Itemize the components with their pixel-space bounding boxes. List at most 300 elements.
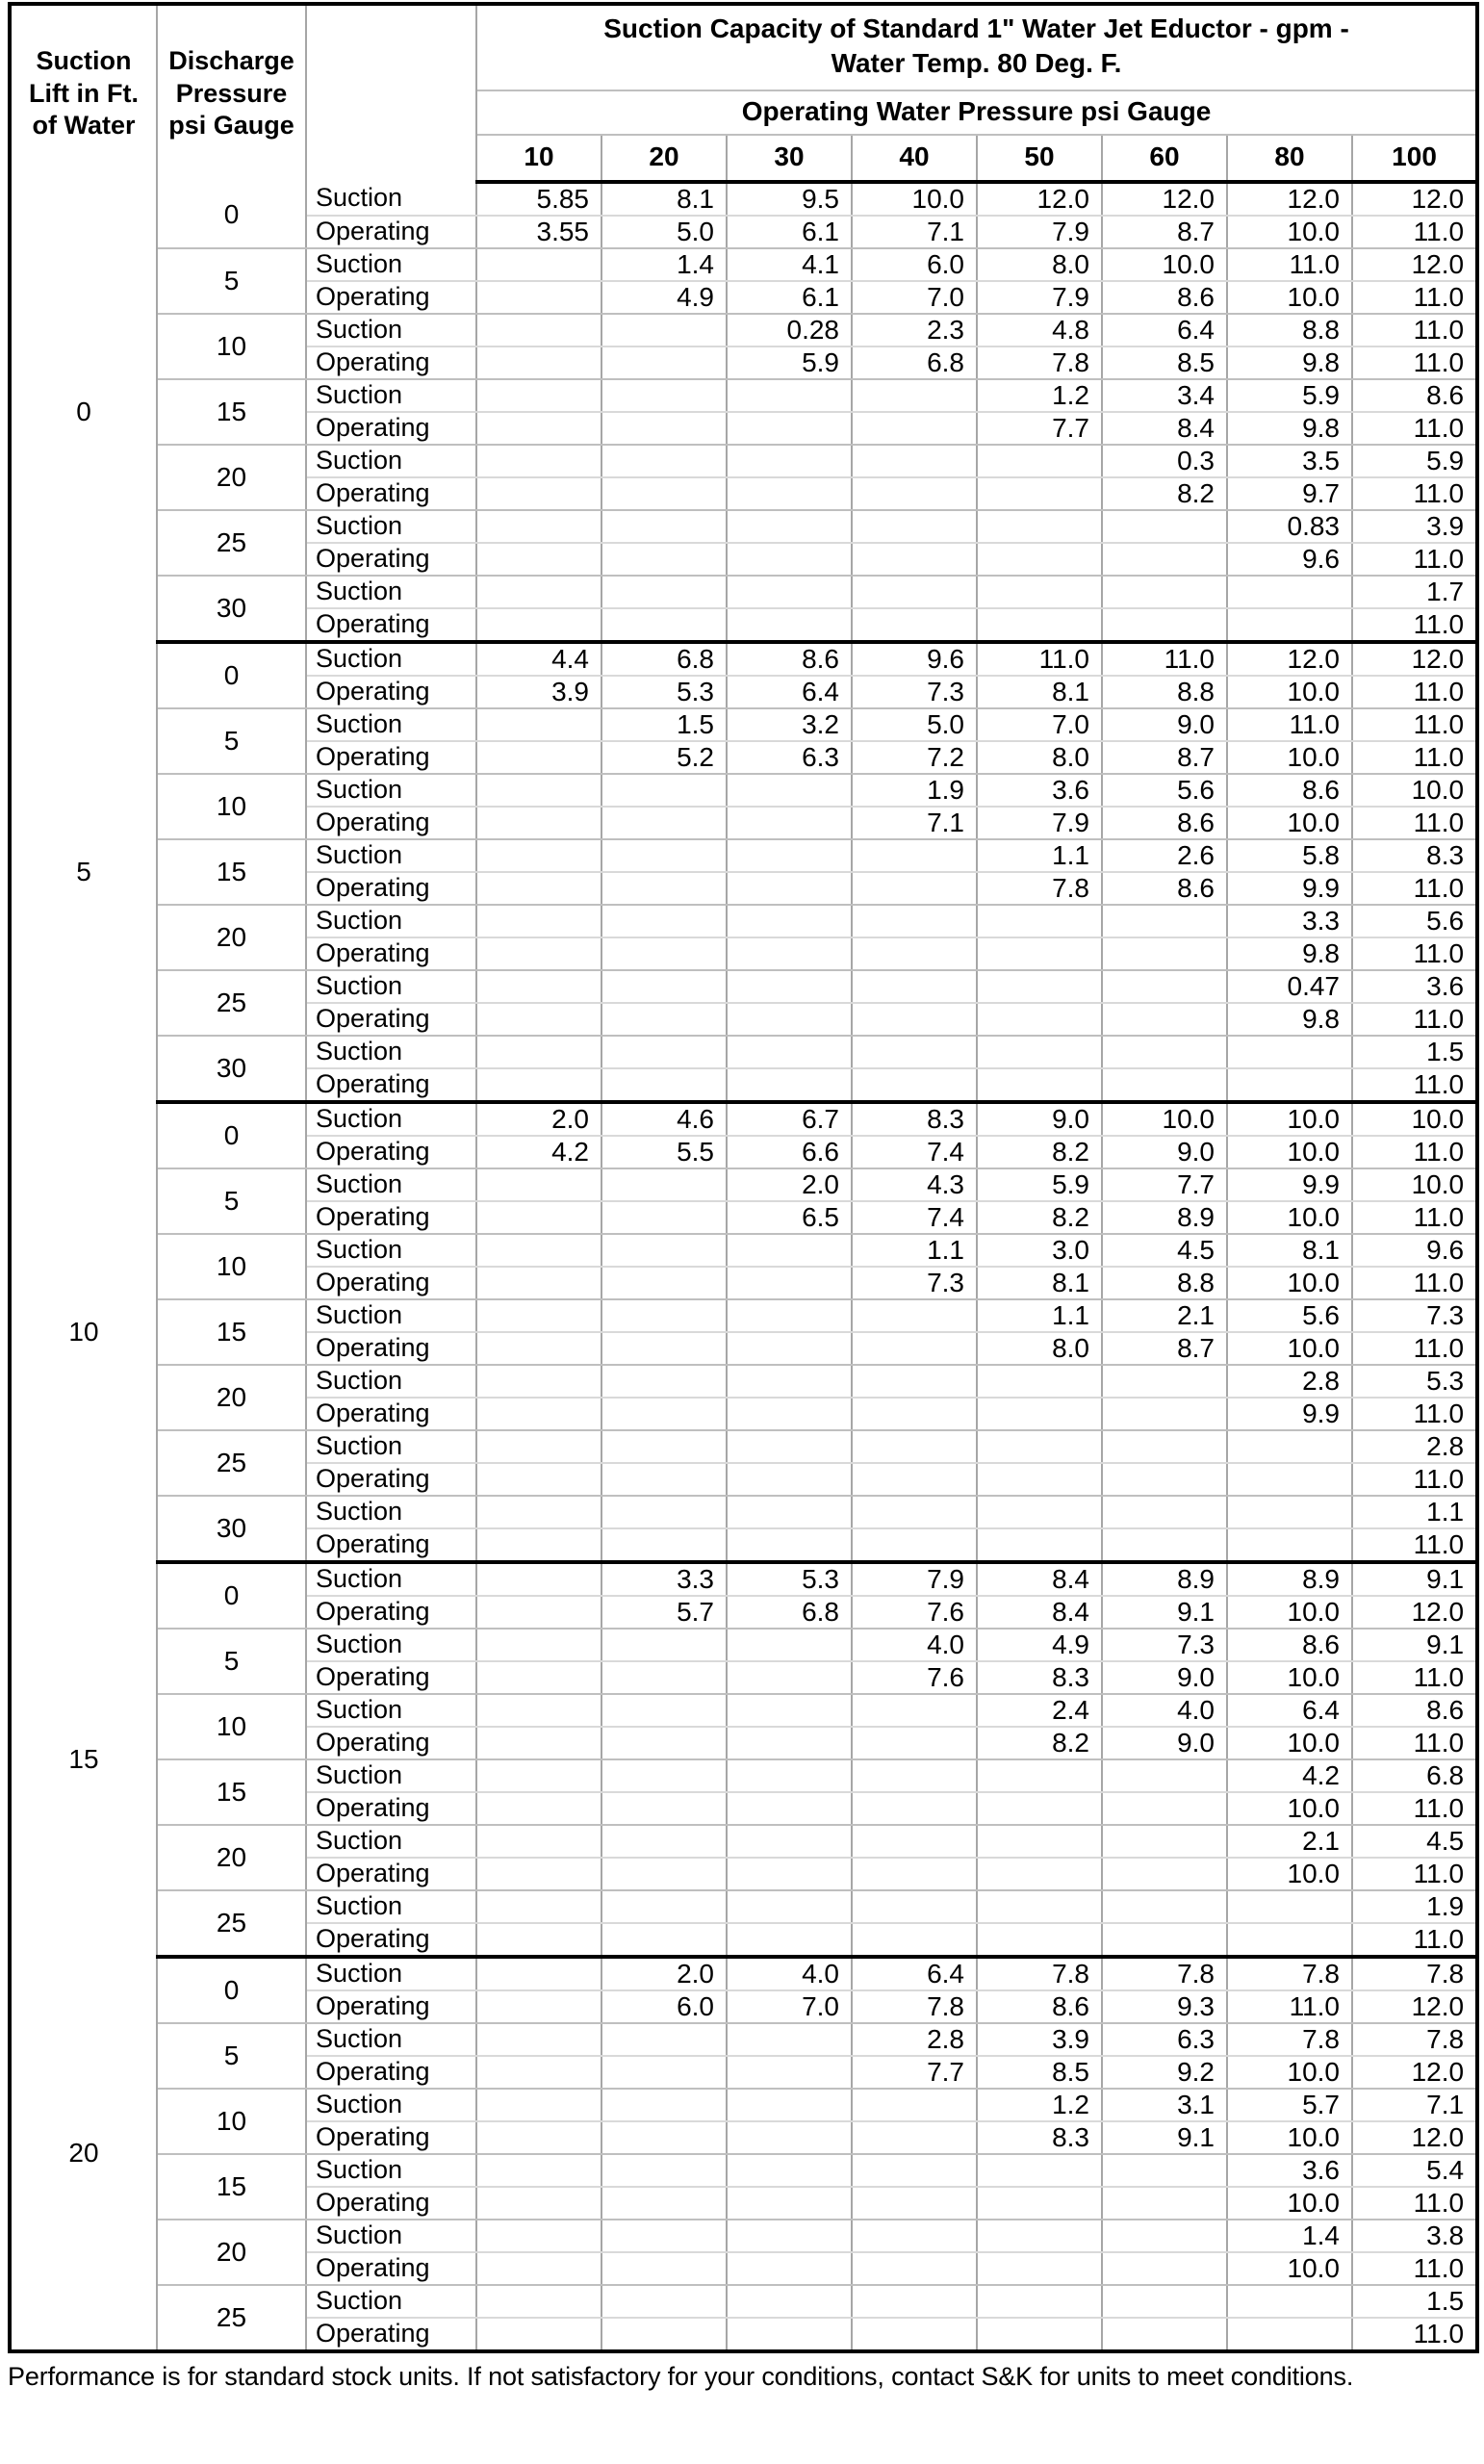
header-discharge-line-2: Pressure [175,78,288,108]
capacity-cell [977,937,1102,970]
capacity-cell: 11.0 [1352,216,1477,248]
capacity-cell: 7.8 [1352,1957,1477,1990]
capacity-cell [977,1036,1102,1068]
row-type-label: Suction [306,510,476,543]
capacity-cell [601,1890,727,1923]
capacity-cell [601,1825,727,1858]
capacity-cell [601,2121,727,2154]
capacity-cell: 8.6 [977,1990,1102,2023]
capacity-cell [601,807,727,839]
capacity-cell: 11.0 [1352,1858,1477,1890]
table-title-line-2: Water Temp. 80 Deg. F. [831,48,1122,79]
capacity-cell: 8.8 [1227,314,1352,346]
capacity-cell: 8.1 [977,676,1102,708]
capacity-cell [601,2023,727,2056]
capacity-cell [601,2089,727,2121]
capacity-cell [1102,1825,1227,1858]
capacity-cell [601,1694,727,1727]
capacity-cell [476,1923,601,1957]
capacity-cell [1102,543,1227,576]
table-row [10,445,1477,477]
capacity-cell [1102,576,1227,608]
capacity-cell [1102,2187,1227,2220]
capacity-cell [1102,1923,1227,1957]
capacity-cell [476,708,601,741]
capacity-cell [727,1365,852,1398]
capacity-cell [601,2285,727,2318]
capacity-cell: 8.9 [1102,1201,1227,1234]
capacity-cell: 3.3 [1227,905,1352,937]
capacity-cell [1102,1528,1227,1562]
capacity-cell: 7.4 [852,1136,977,1168]
capacity-cell: 3.5 [1227,445,1352,477]
discharge-pressure-value: 0 [157,182,306,248]
discharge-pressure-value: 15 [157,839,306,905]
table-row [10,2089,1477,2121]
capacity-cell: 0.28 [727,314,852,346]
capacity-cell: 2.8 [852,2023,977,2056]
row-type-label: Operating [306,1858,476,1890]
capacity-cell: 3.1 [1102,2089,1227,2121]
capacity-cell: 9.0 [1102,1661,1227,1694]
table-row [10,2285,1477,2318]
capacity-cell [601,1496,727,1528]
capacity-cell [476,1825,601,1858]
capacity-cell: 9.6 [852,642,977,676]
capacity-cell [1102,937,1227,970]
capacity-cell: 7.4 [852,1201,977,1234]
capacity-cell: 1.5 [601,708,727,741]
table-row [10,839,1477,872]
capacity-cell: 6.1 [727,281,852,314]
capacity-cell: 7.9 [977,807,1102,839]
capacity-cell [727,1923,852,1957]
discharge-pressure-value: 0 [157,1562,306,1629]
capacity-cell [1102,2318,1227,2351]
capacity-cell [977,477,1102,510]
capacity-cell: 3.0 [977,1234,1102,1267]
discharge-pressure-value: 20 [157,445,306,510]
capacity-cell: 9.2 [1102,2056,1227,2089]
capacity-cell [852,1332,977,1365]
discharge-pressure-value: 25 [157,970,306,1036]
capacity-cell [852,1890,977,1923]
capacity-cell [977,1496,1102,1528]
capacity-cell [1227,1890,1352,1923]
row-type-label: Operating [306,543,476,576]
discharge-pressure-value: 30 [157,576,306,642]
capacity-cell: 8.2 [977,1201,1102,1234]
capacity-cell: 5.0 [601,216,727,248]
capacity-cell [852,1759,977,1792]
capacity-cell [727,2220,852,2252]
capacity-cell [852,445,977,477]
capacity-cell: 11.0 [1352,1332,1477,1365]
capacity-cell: 5.6 [1102,774,1227,807]
table-row [10,1430,1477,1463]
capacity-cell [727,807,852,839]
capacity-cell [476,2220,601,2252]
capacity-cell: 8.8 [1102,676,1227,708]
row-type-label: Suction [306,1890,476,1923]
row-type-label: Suction [306,905,476,937]
capacity-cell [601,1661,727,1694]
capacity-cell: 3.55 [476,216,601,248]
capacity-cell [727,1068,852,1102]
capacity-cell [852,1825,977,1858]
table-header [10,4,1477,182]
capacity-cell: 9.0 [977,1102,1102,1136]
header-suction-lift [10,4,157,182]
capacity-cell [1102,1792,1227,1825]
capacity-cell [601,1759,727,1792]
capacity-cell: 7.3 [852,676,977,708]
capacity-cell [1102,1890,1227,1923]
capacity-cell [727,970,852,1003]
capacity-cell [852,2220,977,2252]
capacity-cell: 7.6 [852,1596,977,1629]
capacity-cell: 11.0 [1352,314,1477,346]
capacity-cell: 7.8 [1352,2023,1477,2056]
capacity-cell: 3.4 [1102,379,1227,412]
table-row [10,774,1477,807]
capacity-cell [601,1168,727,1201]
capacity-cell [476,872,601,905]
capacity-cell [852,1528,977,1562]
capacity-cell: 8.6 [1227,1629,1352,1661]
capacity-cell: 1.1 [852,1234,977,1267]
capacity-cell: 8.0 [977,248,1102,281]
capacity-cell [1227,1923,1352,1957]
pressure-col-20: 20 [601,135,727,182]
row-type-label: Suction [306,576,476,608]
capacity-cell [476,1562,601,1596]
capacity-cell: 3.6 [1352,970,1477,1003]
capacity-cell [601,543,727,576]
capacity-cell: 1.2 [977,2089,1102,2121]
discharge-pressure-value: 20 [157,2220,306,2285]
capacity-cell [852,412,977,445]
capacity-cell [852,1858,977,1890]
capacity-cell [476,1201,601,1234]
capacity-cell: 11.0 [1227,1990,1352,2023]
capacity-cell [476,1398,601,1430]
capacity-cell: 5.3 [727,1562,852,1596]
row-type-label: Operating [306,1068,476,1102]
capacity-cell [601,1398,727,1430]
capacity-cell [476,510,601,543]
capacity-cell [601,1528,727,1562]
capacity-cell [977,2285,1102,2318]
capacity-cell [476,839,601,872]
row-type-label: Suction [306,2089,476,2121]
capacity-cell: 7.3 [1102,1629,1227,1661]
row-type-label: Operating [306,608,476,642]
table-row [10,1168,1477,1201]
capacity-cell [852,970,977,1003]
table-body [10,182,1477,2351]
capacity-cell: 11.0 [1352,543,1477,576]
capacity-cell [601,970,727,1003]
capacity-cell [476,2187,601,2220]
capacity-cell: 11.0 [1352,1267,1477,1299]
capacity-cell: 1.9 [1352,1890,1477,1923]
capacity-cell: 11.0 [1352,608,1477,642]
capacity-cell: 10.0 [1352,1168,1477,1201]
pressure-col-40: 40 [852,135,977,182]
capacity-cell: 6.4 [1227,1694,1352,1727]
suction-lift-value: 5 [10,642,157,1102]
capacity-cell: 10.0 [1227,1792,1352,1825]
discharge-pressure-value: 0 [157,1957,306,2023]
row-type-label: Suction [306,1299,476,1332]
capacity-cell: 11.0 [1352,2252,1477,2285]
capacity-cell [977,608,1102,642]
capacity-cell [727,872,852,905]
capacity-cell: 12.0 [1352,2056,1477,2089]
capacity-cell: 5.9 [1227,379,1352,412]
capacity-cell: 7.7 [852,2056,977,2089]
row-type-label: Suction [306,708,476,741]
capacity-cell [852,1727,977,1759]
capacity-cell [601,872,727,905]
capacity-cell [1102,970,1227,1003]
discharge-pressure-value: 25 [157,2285,306,2351]
row-type-label: Operating [306,1267,476,1299]
table-subtitle: Operating Water Pressure psi Gauge [476,90,1477,135]
capacity-cell: 5.2 [601,741,727,774]
row-type-label: Suction [306,379,476,412]
capacity-cell [601,2154,727,2187]
capacity-cell: 9.0 [1102,1727,1227,1759]
row-type-label: Suction [306,182,476,216]
capacity-cell [601,1430,727,1463]
capacity-cell: 8.6 [1352,379,1477,412]
capacity-cell: 8.1 [977,1267,1102,1299]
pressure-col-80: 80 [1227,135,1352,182]
capacity-cell [476,1661,601,1694]
capacity-cell: 11.0 [1352,1792,1477,1825]
capacity-cell [727,1629,852,1661]
capacity-cell: 6.4 [852,1957,977,1990]
table-row [10,905,1477,937]
row-type-label: Operating [306,2056,476,2089]
capacity-cell: 2.1 [1227,1825,1352,1858]
capacity-cell [727,2154,852,2187]
row-type-label: Suction [306,839,476,872]
row-type-label: Suction [306,774,476,807]
capacity-cell [601,1629,727,1661]
capacity-cell: 8.1 [1227,1234,1352,1267]
row-type-label: Operating [306,1463,476,1496]
capacity-cell: 9.9 [1227,1168,1352,1201]
row-type-label: Operating [306,2252,476,2285]
capacity-cell [977,1365,1102,1398]
capacity-cell [601,1068,727,1102]
capacity-cell: 11.0 [1352,1727,1477,1759]
capacity-cell [727,2187,852,2220]
capacity-cell [601,1858,727,1890]
capacity-cell: 10.0 [1227,1267,1352,1299]
table-row [10,1629,1477,1661]
capacity-cell [601,1201,727,1234]
capacity-cell [1102,1068,1227,1102]
capacity-cell [476,1727,601,1759]
capacity-cell [601,1036,727,1068]
row-type-label: Operating [306,281,476,314]
capacity-cell: 5.7 [1227,2089,1352,2121]
capacity-cell [852,543,977,576]
capacity-cell [1102,608,1227,642]
capacity-cell: 9.1 [1352,1562,1477,1596]
capacity-cell [601,2318,727,2351]
capacity-cell: 10.0 [1227,1201,1352,1234]
capacity-cell: 2.6 [1102,839,1227,872]
capacity-cell [1227,1430,1352,1463]
table-row [10,182,1477,216]
capacity-cell: 10.0 [1227,2121,1352,2154]
capacity-cell [1102,2154,1227,2187]
capacity-cell [977,576,1102,608]
discharge-pressure-value: 20 [157,1365,306,1430]
capacity-cell: 6.0 [852,248,977,281]
capacity-cell [476,1068,601,1102]
capacity-cell: 2.4 [977,1694,1102,1727]
table-row [10,510,1477,543]
capacity-cell [476,741,601,774]
capacity-cell [852,937,977,970]
capacity-cell [727,1332,852,1365]
capacity-cell [601,2187,727,2220]
capacity-cell: 11.0 [1352,477,1477,510]
capacity-cell [852,2187,977,2220]
capacity-cell: 9.1 [1102,2121,1227,2154]
capacity-cell: 1.1 [1352,1496,1477,1528]
capacity-cell [977,1759,1102,1792]
capacity-cell: 11.0 [1352,676,1477,708]
capacity-cell: 11.0 [1352,1003,1477,1036]
capacity-cell: 1.5 [1352,1036,1477,1068]
capacity-cell: 12.0 [1352,2121,1477,2154]
capacity-cell [727,445,852,477]
capacity-cell [601,839,727,872]
discharge-pressure-value: 5 [157,2023,306,2089]
discharge-pressure-value: 10 [157,774,306,839]
capacity-cell [476,905,601,937]
capacity-cell [601,937,727,970]
capacity-cell [727,1463,852,1496]
capacity-cell [476,1957,601,1990]
header-suction-lift-line-1: Suction [36,46,132,76]
capacity-cell: 8.8 [1102,1267,1227,1299]
capacity-cell [476,281,601,314]
capacity-cell: 3.9 [476,676,601,708]
capacity-cell: 1.7 [1352,576,1477,608]
capacity-cell [852,1036,977,1068]
capacity-cell [977,2252,1102,2285]
table-row [10,970,1477,1003]
capacity-cell: 7.8 [1102,1957,1227,1990]
capacity-cell [1227,2318,1352,2351]
table-row [10,1102,1477,1136]
pressure-col-60: 60 [1102,135,1227,182]
capacity-cell [852,1068,977,1102]
header-discharge-line-1: Discharge [168,46,294,76]
capacity-cell [476,608,601,642]
row-type-label: Suction [306,1694,476,1727]
capacity-cell: 0.83 [1227,510,1352,543]
table-row [10,642,1477,676]
capacity-cell [727,1694,852,1727]
capacity-cell [476,807,601,839]
table-row [10,1036,1477,1068]
capacity-cell [476,1332,601,1365]
capacity-cell [476,1463,601,1496]
table-row [10,708,1477,741]
capacity-cell: 3.6 [1227,2154,1352,2187]
capacity-cell [601,1365,727,1398]
row-type-label: Suction [306,970,476,1003]
capacity-cell: 7.1 [852,807,977,839]
capacity-cell [852,1299,977,1332]
capacity-cell [727,1234,852,1267]
capacity-cell: 5.4 [1352,2154,1477,2187]
capacity-cell: 7.3 [1352,1299,1477,1332]
row-type-label: Operating [306,807,476,839]
capacity-cell: 8.3 [1352,839,1477,872]
capacity-cell: 8.0 [977,741,1102,774]
capacity-cell: 9.0 [1102,708,1227,741]
capacity-cell [601,1234,727,1267]
capacity-cell: 10.0 [1227,741,1352,774]
capacity-cell: 10.0 [852,182,977,216]
capacity-cell [601,2056,727,2089]
capacity-cell [977,2187,1102,2220]
capacity-cell: 11.0 [1352,2187,1477,2220]
capacity-cell [601,1727,727,1759]
capacity-cell: 3.2 [727,708,852,741]
capacity-cell [476,379,601,412]
table-title-line-1: Suction Capacity of Standard 1" Water Jet Eductor - gpm - [603,13,1349,43]
capacity-cell: 10.0 [1227,1727,1352,1759]
capacity-cell: 1.4 [1227,2220,1352,2252]
capacity-cell: 12.0 [1227,182,1352,216]
capacity-cell: 6.4 [1102,314,1227,346]
capacity-cell [977,1923,1102,1957]
capacity-cell: 11.0 [1352,2318,1477,2351]
capacity-cell: 2.8 [1227,1365,1352,1398]
capacity-cell [601,510,727,543]
capacity-cell: 7.1 [852,216,977,248]
capacity-cell: 12.0 [1352,642,1477,676]
header-suction-lift-line-2: Lift in Ft. [29,78,139,108]
capacity-cell: 8.9 [1227,1562,1352,1596]
capacity-cell [476,2023,601,2056]
capacity-cell [852,872,977,905]
table-row [10,1957,1477,1990]
table-row [10,1496,1477,1528]
capacity-cell: 3.9 [977,2023,1102,2056]
capacity-cell [852,2318,977,2351]
capacity-cell: 10.0 [1227,1102,1352,1136]
capacity-cell: 12.0 [1227,642,1352,676]
discharge-pressure-value: 5 [157,1629,306,1694]
capacity-cell: 8.6 [1102,872,1227,905]
capacity-cell: 7.6 [852,1661,977,1694]
row-type-label: Operating [306,1398,476,1430]
capacity-cell [476,576,601,608]
capacity-cell [476,1629,601,1661]
